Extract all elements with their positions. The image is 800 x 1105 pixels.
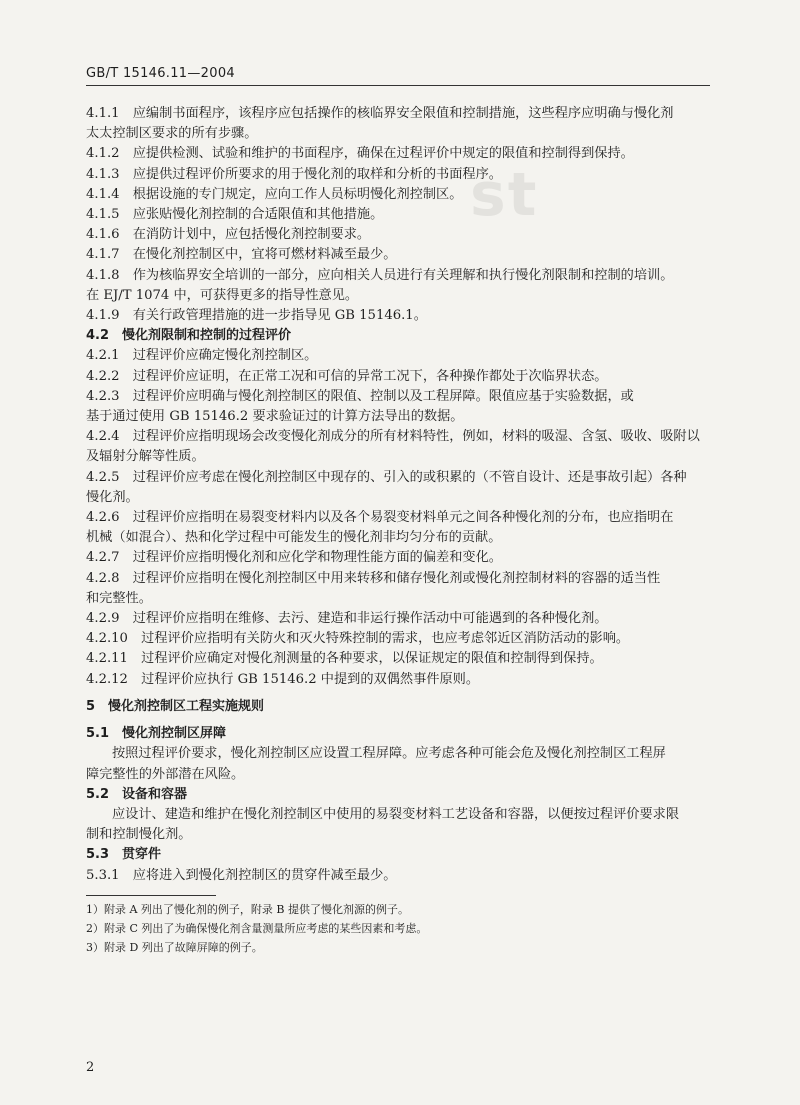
- text-line: 应设计、建造和维护在慢化剂控制区中使用的易裂变材料工艺设备和容器，以便按过程评价要求限: [112, 806, 680, 822]
- text-line: 4.2.7 过程评价应指明慢化剂和应化学和物理性能方面的偏差和变化。: [86, 550, 502, 566]
- page-number: 2: [86, 1060, 95, 1075]
- text-line: 4.2.4 过程评价应指明现场会改变慢化剂成分的所有材料特性，例如，材料的吸湿、含氢、吸收、吸附以: [86, 429, 700, 445]
- text-line: 4.2.6 过程评价应指明在易裂变材料内以及各个易裂变材料单元之间各种慢化剂的分布，也应指明在: [86, 510, 674, 526]
- text-line: 4.1.5 应张贴慢化剂控制的合适限值和其他措施。: [86, 207, 384, 223]
- text-line: 及辐射分解等性质。: [86, 449, 205, 465]
- text-line: 4.2.10 过程评价应指明有关防火和灭火特殊控制的需求，也应考虑邻近区消防活动的影响。: [86, 631, 630, 647]
- text-line: 5.3.1 应将进入到慢化剂控制区的贯穿件减至最少。: [86, 867, 397, 883]
- section-heading: 4.2 慢化剂限制和控制的过程评价: [86, 328, 292, 344]
- footnote: 2）附录 C 列出了为确保慢化剂含量测量所应考虑的某些因素和考虑。: [86, 921, 428, 935]
- section-heading: 5.1 慢化剂控制区屏障: [86, 726, 227, 742]
- text-line: 制和控制慢化剂。: [86, 827, 192, 843]
- text-line: 4.2.3 过程评价应明确与慢化剂控制区的限值、控制以及工程屏障。限值应基于实验数据，或: [86, 388, 634, 404]
- text-line: 慢化剂。: [86, 489, 139, 505]
- footnote: 1）附录 A 列出了慢化剂的例子，附录 B 提供了慢化剂源的例子。: [86, 902, 410, 916]
- section-heading: 5.3 贯穿件: [86, 847, 162, 863]
- text-line: 4.2.8 过程评价应指明在慢化剂控制区中用来转移和储存慢化剂或慢化剂控制材料的容器的适当性: [86, 570, 661, 586]
- text-line: 4.2.11 过程评价应确定对慢化剂测量的各种要求，以保证规定的限值和控制得到保持。: [86, 651, 603, 667]
- text-line: 4.2.2 过程评价应证明，在正常工况和可信的异常工况下，各种操作都处于次临界状态。: [86, 368, 608, 384]
- spacer: [86, 690, 714, 697]
- text-line: 基于通过使用 GB 15146.2 要求验证过的计算方法导出的数据。: [86, 409, 464, 425]
- text-line: 4.2.1 过程评价应确定慢化剂控制区。: [86, 348, 318, 364]
- text-line: 在 EJ/T 1074 中，可获得更多的指导性意见。: [86, 287, 359, 303]
- text-line: 4.1.4 根据设施的专门规定，应向工作人员标明慢化剂控制区。: [86, 186, 463, 202]
- footnote-rule: [86, 895, 216, 896]
- header-rule: [86, 85, 710, 86]
- text-line: 4.1.1 应编制书面程序，该程序应包括操作的核临界安全限值和控制措施，这些程序应明确与慢化剂: [86, 106, 674, 121]
- text-line: 4.1.7 在慢化剂控制区中，宜将可燃材料减至最少。: [86, 247, 397, 263]
- standard-number-header: GB/T 15146.11—2004: [86, 66, 235, 81]
- text-line: 4.1.3 应提供过程评价所要求的用于慢化剂的取样和分析的书面程序。: [86, 166, 502, 182]
- document-body: [86, 104, 714, 957]
- watermark: st: [470, 160, 539, 230]
- text-line: 4.2.9 过程评价应指明在维修、去污、建造和非运行操作活动中可能遇到的各种慢化剂。: [86, 611, 608, 627]
- text-line: 机械（如混合）、热和化学过程中可能发生的慢化剂非均匀分布的贡献。: [86, 530, 502, 546]
- text-line: 按照过程评价要求，慢化剂控制区应设置工程屏障。应考虑各种可能会危及慢化剂控制区工程屏: [112, 746, 666, 762]
- text-line: 4.1.8 作为核临界安全培训的一部分，应向相关人员进行有关理解和执行慢化剂限制和控制的培训。: [86, 267, 674, 283]
- footnote: 3）附录 D 列出了故障屏障的例子。: [86, 940, 263, 954]
- section-heading: 5 慢化剂控制区工程实施规则: [86, 698, 265, 714]
- text-line: 和完整性。: [86, 590, 152, 606]
- text-line: 4.2.12 过程评价应执行 GB 15146.2 中提到的双偶然事件原则。: [86, 671, 480, 687]
- section-heading: 5.2 设备和容器: [86, 786, 188, 802]
- text-line: 障完整性的外部潜在风险。: [86, 766, 245, 782]
- text-line: 4.1.9 有关行政管理措施的进一步指导见 GB 15146.1。: [86, 308, 427, 324]
- text-line: 4.1.6 在消防计划中，应包括慢化剂控制要求。: [86, 227, 371, 243]
- text-line: 太太控制区要求的所有步骤。: [86, 126, 258, 142]
- text-line: 4.2.5 过程评价应考虑在慢化剂控制区中现存的、引入的或积累的（不管自设计、还是事故引起）各种: [86, 469, 687, 485]
- spacer: [86, 717, 714, 724]
- text-line: 4.1.2 应提供检测、试验和维护的书面程序，确保在过程评价中规定的限值和控制得到保持。: [86, 146, 634, 162]
